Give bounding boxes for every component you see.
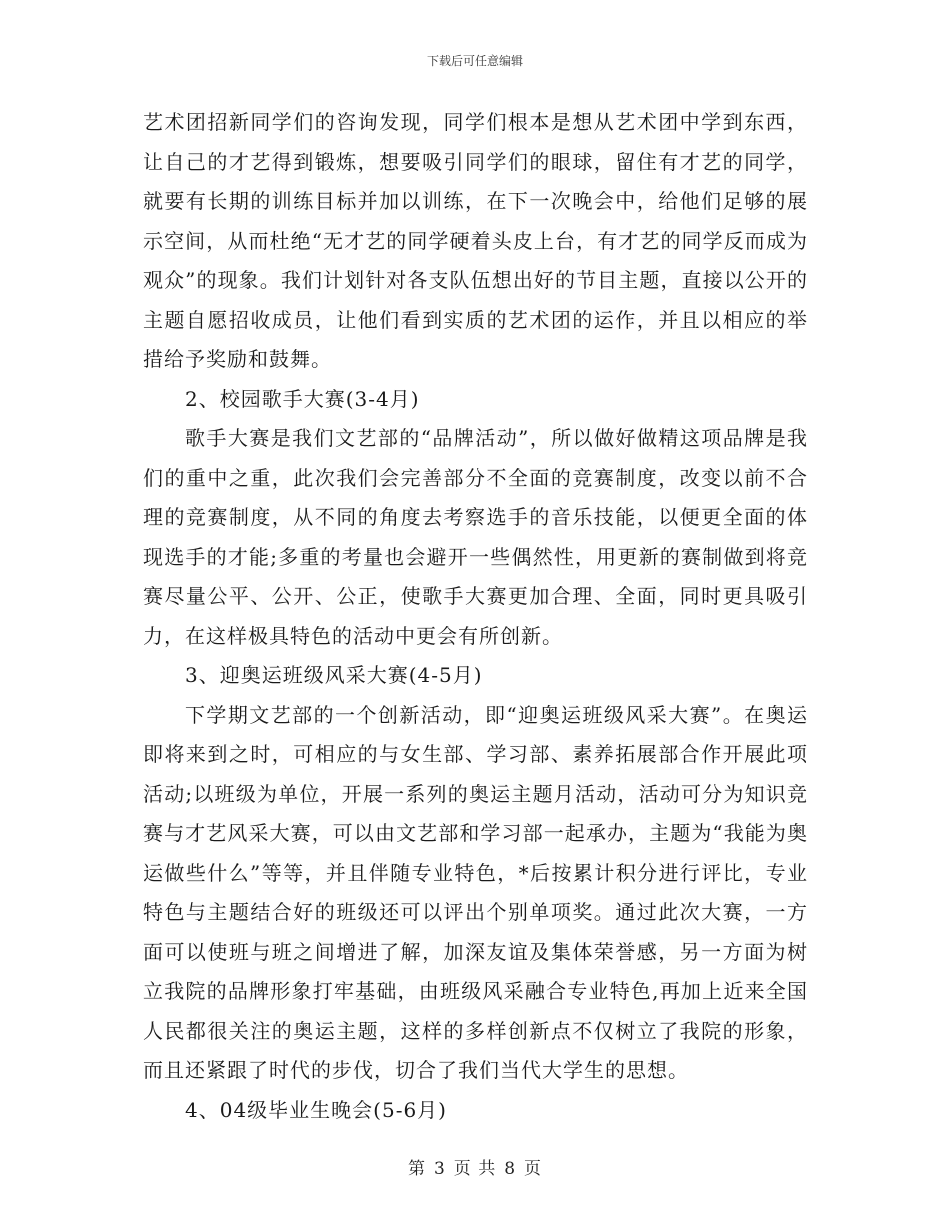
heading-olympic-class-contest: 3、迎奥运班级风采大赛(4-5月) bbox=[185, 663, 483, 687]
footer-prefix: 第 bbox=[407, 1159, 426, 1179]
footer-middle: 页 共 bbox=[453, 1159, 497, 1179]
document-body bbox=[143, 103, 808, 1130]
footer-total-pages: 8 bbox=[504, 1159, 517, 1179]
paragraph-art-troupe: 艺术团招新同学们的咨询发现，同学们根本是想从艺术团中学到东西，让自己的才艺得到锻炼，想要吸引同学们的眼球，留住有才艺的同学，就要有长期的训练目标并加以训练，在下一次晚会中，给他们足够的展示空间，从而杜绝“无才艺的同学硬着头皮上台，有才艺的同学反而成为观众”的现象。我们计划针对各支队伍想出好的节目主题，直接以公开的主题自愿招收成员，让他们看到实质的艺术团的运作，并且以相应的举措给予奖励和鼓舞。 bbox=[143, 110, 808, 371]
paragraph-olympic-class-contest: 下学期文艺部的一个创新活动，即“迎奥运班级风采大赛”。在奥运即将来到之时，可相应的与女生部、学习部、素养拓展部合作开展此项活动;以班级为单位，开展一系列的奥运主题月活动，活动可分为知识竞赛与才艺风采大赛，可以由文艺部和学习部一起承办，主题为“我能为奥运做些什么”等等，并且伴随专业特色，*后按累计积分进行评比，专业特色与主题结合好的班级还可以评出个别单项奖。通过此次大赛，一方面可以使班与班之间增进了解，加深友谊及集体荣誉感，另一方面为树立我院的品牌形象打牢基础，由班级风采融合专业特色,再加上近来全国人民都很关注的奥运主题，这样的多样创新点不仅树立了我院的形象，而且还紧跟了时代的步伐，切合了我们当代大学生的思想。 bbox=[143, 702, 808, 1082]
page-header-note: 下载后可任意编辑 bbox=[426, 54, 523, 68]
heading-singer-contest: 2、校园歌手大赛(3-4月) bbox=[185, 386, 420, 411]
heading-graduation-gala: 4、04级毕业生晚会(5-6月) bbox=[185, 1097, 447, 1122]
paragraph-singer-contest: 歌手大赛是我们文艺部的“品牌活动”，所以做好做精这项品牌是我们的重中之重，此次我们会完善部分不全面的竞赛制度，改变以前不合理的竞赛制度，从不同的角度去考察选手的音乐技能，以便更全面的体现选手的才能;多重的考量也会避开一些偶然性，用更新的赛制做到将竞赛尽量公平、公开、公正，使歌手大赛更加合理、全面，同时更具吸引力，在这样极具特色的活动中更会有所创新。 bbox=[143, 426, 808, 648]
footer-suffix: 页 bbox=[524, 1159, 543, 1179]
footer-current-page: 3 bbox=[433, 1159, 446, 1179]
page-footer bbox=[0, 1154, 950, 1179]
